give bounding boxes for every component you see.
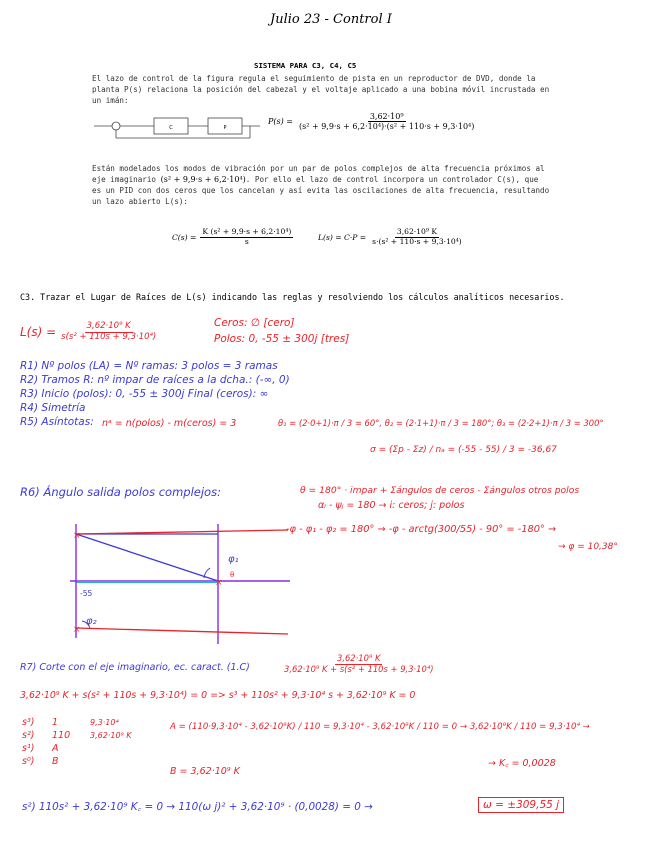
routh-cell: 3,62·10⁹ K: [90, 731, 132, 740]
block-p-label: P: [223, 125, 227, 131]
hw-r7-denominator: 3,62·10⁹ K + s(s² + 110s + 9,3·10⁴): [284, 663, 434, 674]
l-denominator: s·(s² + 110·s + 9,3·10⁴): [372, 236, 462, 246]
openloop-equation: [318, 228, 464, 246]
diag-phi2: φ₂: [86, 616, 97, 627]
routh-row-label: s¹): [22, 743, 35, 754]
hw-b-expression: B = 3,62·10⁹ K: [170, 766, 240, 777]
routh-table: [22, 716, 132, 768]
paragraph-2-a: Están modelados los modos de vibración por un par de polos complejos de alta frecuencia próximos al eje imaginario: [92, 164, 545, 184]
hw-kc: → K꜀ = 0,0028: [488, 758, 556, 769]
hw-omega-result: ω = ±309,55 j: [478, 797, 564, 813]
hw-rule-5-label: R5) Asíntotas:: [20, 416, 94, 428]
hw-l-denominator: s(s² + 110s + 9,3·10⁴): [61, 331, 157, 342]
plant-lhs: P(s) =: [268, 117, 293, 127]
c-denominator: s: [244, 236, 249, 246]
hw-r7-numerator: 3,62·10⁹ K: [336, 653, 381, 663]
l-lhs: L(s) = C·P =: [318, 232, 367, 242]
routh-row: [22, 742, 132, 755]
svg-text:×: ×: [73, 531, 81, 541]
routh-row-label: s⁰): [22, 756, 35, 767]
controller-equation: [172, 228, 293, 246]
routh-row: [22, 716, 132, 729]
plant-numerator: 3,62·10⁹: [369, 112, 404, 121]
hw-rule-7-char: 3,62·10⁹ K + s(s² + 110s + 9,3·10⁴) = 0 => s³ + 110s² + 9,3·10⁴ s + 3,62·10⁹ K = 0: [20, 690, 416, 701]
routh-cell: A: [52, 743, 59, 754]
hw-ceros: Ceros: ∅ [cero]: [214, 317, 295, 329]
block-c-label: C: [169, 125, 173, 131]
hw-rule-3: R3) Inicio (polos): 0, -55 ± 300j Final (ceros): ∞: [20, 388, 269, 400]
hw-rule-4: R4) Simetría: [20, 402, 86, 414]
routh-row: [22, 755, 132, 768]
system-paragraph-2: [92, 163, 552, 207]
plant-denominator: (s² + 9,9·s + 6,2·10⁴)·(s² + 110·s + 9,3·10⁴): [298, 122, 475, 132]
hw-rule-6-calc: -φ - φ₁ - φ₂ = 180° → -φ - arctg(300/55) - 90° = -180° →: [286, 524, 557, 535]
routh-cell: 9,3·10⁴: [90, 718, 119, 727]
question-c3: C3. Trazar el Lugar de Raíces de L(s) indicando las reglas y resolviendo los cálculos analíticos necesarios.: [20, 292, 565, 302]
hw-l-equation: [20, 322, 158, 343]
hw-rule-5-na: nᵃ = n(polos) - m(ceros) = 3: [102, 418, 237, 429]
routh-cell: B: [52, 756, 59, 767]
hw-l-numerator: 3,62·10⁹ K: [86, 321, 131, 331]
hw-polos: Polos: 0, -55 ± 300j [tres]: [214, 333, 350, 345]
hw-rule-2: R2) Tramos R: nº impar de raíces a la dcha.: (-∞, 0): [20, 374, 290, 386]
hw-s2-expression: s²) 110s² + 3,62·10⁹ K꜀ = 0 → 110(ω j)² + 3,62·10⁹ · (0,0028) = 0 →: [22, 801, 373, 813]
hw-rule-6-rule: θ = 180° · impar + Σángulos de ceros - Σángulos otros polos: [300, 485, 580, 496]
c-lhs: C(s) =: [172, 232, 197, 242]
c-numerator: K (s² + 9,9·s + 6,2·10⁴): [202, 227, 292, 236]
routh-row-label: s³): [22, 717, 35, 728]
routh-row: [22, 729, 132, 742]
hw-rule-7-label: R7) Corte con el eje imaginario, ec. caract. (1.C): [20, 662, 250, 673]
page-title: Julio 23 - Control I: [270, 12, 392, 27]
hw-rule-6-result: → φ = 10,38°: [558, 542, 618, 552]
root-locus-sketch: [60, 516, 350, 646]
routh-row-label: s²): [22, 730, 35, 741]
svg-text:×: ×: [215, 578, 223, 588]
hw-rule-5-sigma: σ = (Σp - Σz) / nₐ = (-55 - 55) / 3 = -36,67: [370, 445, 557, 455]
hw-rule-5-theta: θ₁ = (2·0+1)·π / 3 = 60°, θ₂ = (2·1+1)·π / 3 = 180°; θ₃ = (2·2+1)·π / 3 = 300°: [278, 418, 604, 428]
hw-rule-7-fraction: [282, 654, 435, 674]
hw-a-expression: A = (110·9,3·10⁴ - 3,62·10⁹K) / 110 = 9,3·10⁴ - 3,62·10⁹K / 110 = 0 → 3,62·10⁹K / 110 = 9,3·10⁴ →: [170, 722, 590, 732]
hw-rule-6-rule2: αᵢ - ψⱼ = 180 → i: ceros; j: polos: [318, 500, 465, 511]
routh-cell: 1: [52, 717, 59, 728]
hw-rule-6-label: R6) Ángulo salida polos complejos:: [20, 485, 221, 499]
l-numerator: 3,62·10⁹ K: [396, 227, 438, 236]
block-diagram: [92, 112, 262, 140]
svg-text:×: ×: [73, 625, 81, 635]
plant-equation: [268, 112, 476, 131]
system-paragraph-1: El lazo de control de la figura regula el seguimiento de pista en un reproductor de DVD, donde la planta P(s) relaciona la posición del cabezal y el voltaje aplicado a una bobina móvil incrustada en un imán:: [92, 74, 550, 105]
routh-cell: 110: [52, 730, 71, 741]
system-heading: SISTEMA PARA C3, C4, C5: [254, 61, 357, 70]
diag-phi1: φ₁: [228, 554, 239, 565]
diag-theta: θ: [230, 571, 235, 579]
hw-l-lhs: L(s) =: [20, 325, 57, 340]
paragraph-2-b: . Por ello el lazo de control incorpora un controlador C(s), que es un PID con dos ceros que los cancelan y así evita las oscilaciones de alta frecuencia, resultando un lazo abierto L(s):: [92, 175, 550, 206]
hw-rule-1: R1) Nº polos (LA) = Nº ramas: 3 polos = 3 ramas: [20, 360, 278, 372]
paragraph-2-expr: (s² + 9,9·s + 6,2·10⁴): [160, 175, 246, 184]
diag-label-55: -55: [80, 589, 93, 598]
